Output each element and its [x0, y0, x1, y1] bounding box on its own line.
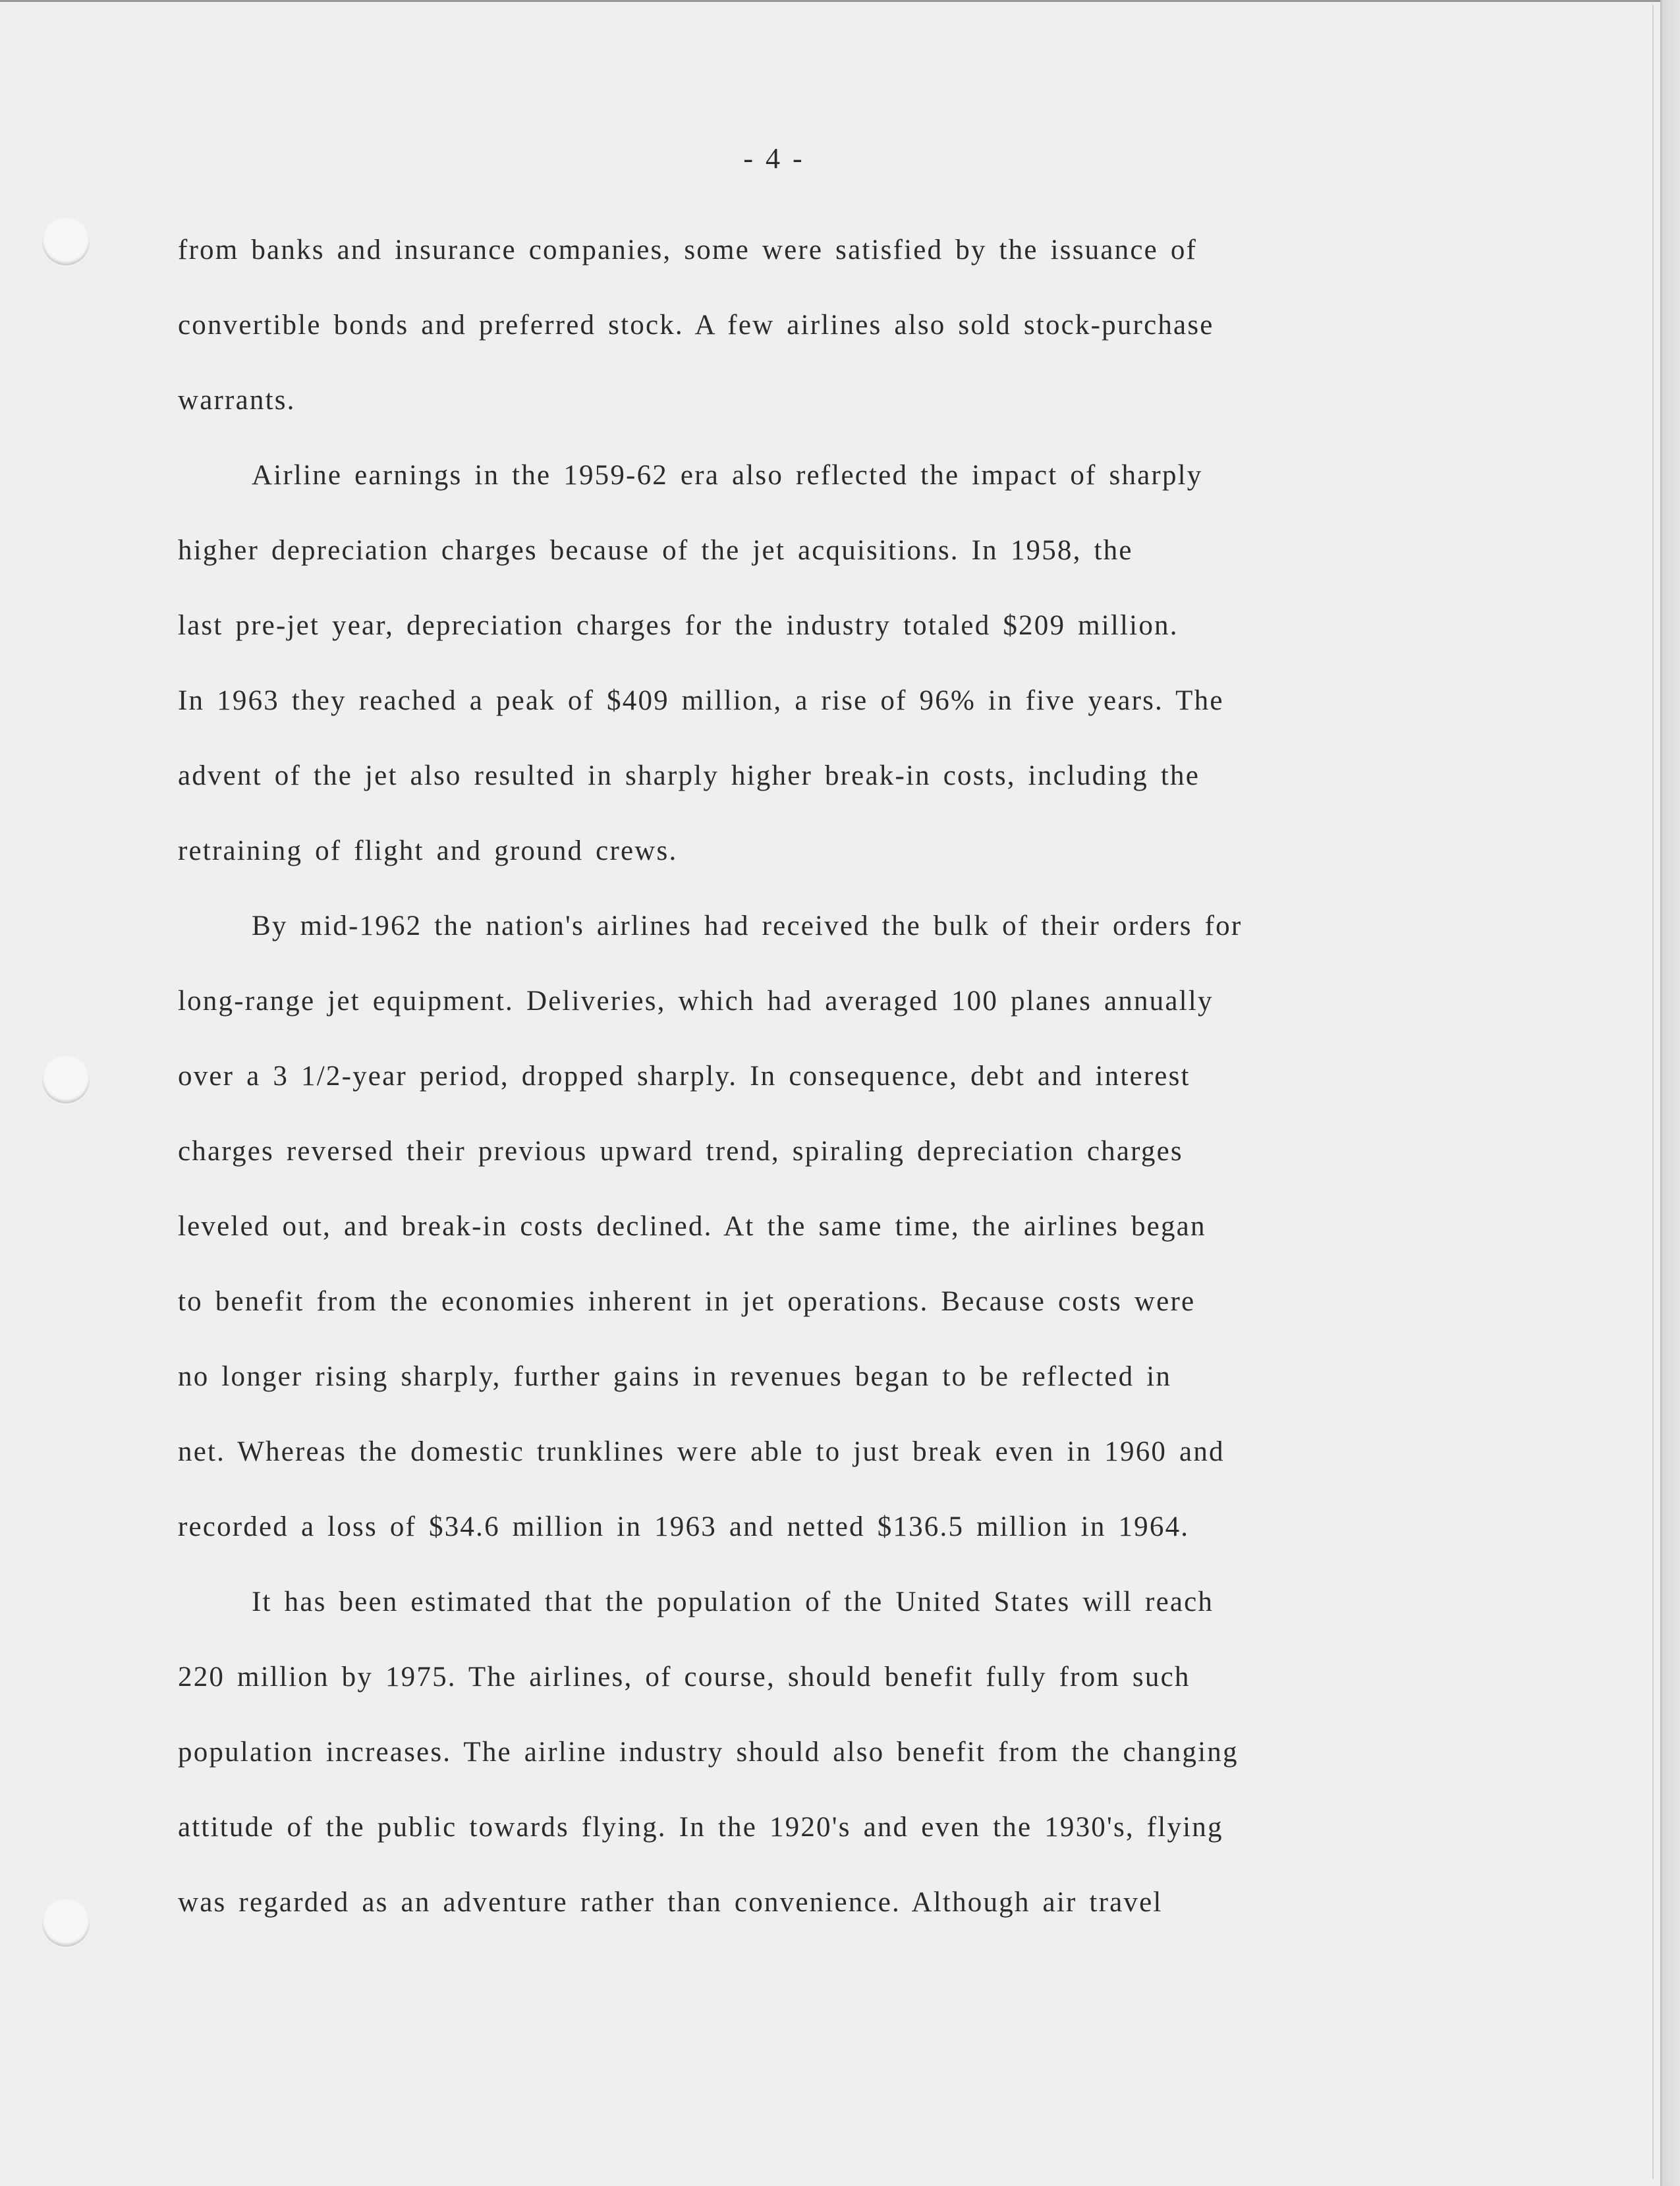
paragraph	[178, 1565, 1522, 1940]
text-line: attitude of the public towards flying. In the 1920's and even the 1930's, flying	[178, 1812, 1223, 1843]
page-edge	[1660, 0, 1680, 2186]
text-line: charges reversed their previous upward trend, spiraling depreciation charges	[178, 1136, 1183, 1167]
text-line: advent of the jet also resulted in sharply higher break-in costs, including the	[178, 760, 1200, 791]
page-number: - 4 -	[743, 142, 805, 175]
text-line: retraining of flight and ground crews.	[178, 835, 678, 866]
text-line: to benefit from the economies inherent in jet operations. Because costs were	[178, 1286, 1196, 1317]
text-line: leveled out, and break-in costs declined. At the same time, the airlines began	[178, 1211, 1206, 1242]
text-line: It has been estimated that the population of the United States will reach	[252, 1586, 1214, 1617]
text-line: over a 3 1/2-year period, dropped sharply. In consequence, debt and interest	[178, 1061, 1190, 1092]
body-text	[178, 213, 1522, 1940]
paragraph	[178, 213, 1522, 438]
paragraph	[178, 438, 1522, 889]
text-line: warrants.	[178, 385, 296, 416]
text-line: In 1963 they reached a peak of $409 million, a rise of 96% in five years. The	[178, 685, 1224, 716]
punch-hole-icon	[42, 1056, 90, 1104]
text-line: long-range jet equipment. Deliveries, which had averaged 100 planes annually	[178, 986, 1214, 1017]
text-line: convertible bonds and preferred stock. A few airlines also sold stock-purchase	[178, 310, 1214, 341]
text-line: no longer rising sharply, further gains in revenues began to be reflected in	[178, 1361, 1172, 1392]
text-line: 220 million by 1975. The airlines, of course, should benefit fully from such	[178, 1662, 1190, 1693]
text-line: was regarded as an adventure rather than convenience. Although air travel	[178, 1887, 1163, 1918]
text-line: net. Whereas the domestic trunklines were able to just break even in 1960 and	[178, 1436, 1225, 1467]
text-line: higher depreciation charges because of the jet acquisitions. In 1958, the	[178, 535, 1133, 566]
punch-hole-icon	[42, 218, 90, 266]
text-line: last pre-jet year, depreciation charges for the industry totaled $209 million.	[178, 610, 1179, 641]
text-line: from banks and insurance companies, some were satisfied by the issuance of	[178, 235, 1198, 266]
text-line: By mid-1962 the nation's airlines had received the bulk of their orders for	[252, 911, 1243, 941]
paragraph	[178, 889, 1522, 1565]
punch-hole-icon	[42, 1899, 90, 1947]
text-line: Airline earnings in the 1959-62 era also reflected the impact of sharply	[252, 460, 1203, 491]
page-edge-line	[1652, 5, 1654, 2179]
text-line: recorded a loss of $34.6 million in 1963 and netted $136.5 million in 1964.	[178, 1511, 1190, 1542]
text-line: population increases. The airline industry should also benefit from the changing	[178, 1737, 1239, 1768]
